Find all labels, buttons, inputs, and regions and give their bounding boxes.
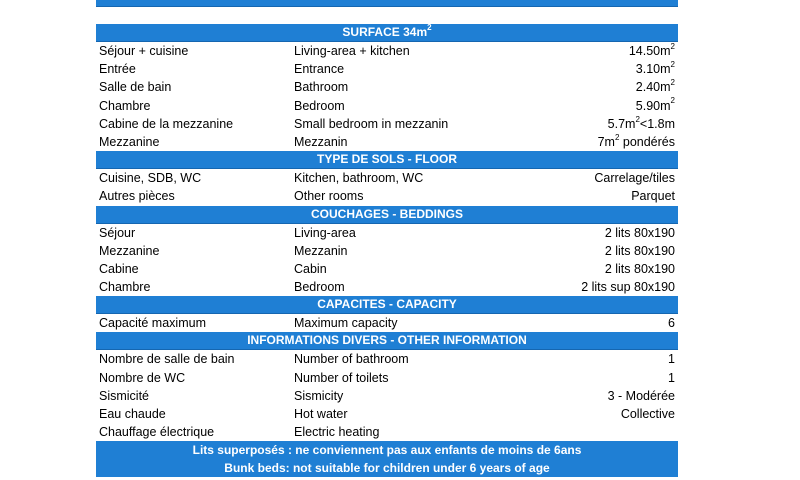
table-row: [96, 242, 678, 260]
value: 2 lits 80x190: [604, 243, 675, 258]
label-fr: Séjour: [99, 225, 136, 240]
label-en: Other rooms: [294, 189, 364, 204]
label-fr: Nombre de salle de bain: [99, 352, 235, 367]
label-en: Small bedroom in mezzanin: [294, 116, 449, 131]
label-fr: Cabine: [99, 261, 139, 276]
table-row: [96, 78, 678, 96]
value: $14.50m^2$: [628, 41, 675, 58]
table-row: [96, 42, 678, 60]
label-en: Sismicity: [294, 388, 344, 403]
warning-line-fr: Lits superposés : ne conviennent pas aux enfants de moins de 6ans: [192, 443, 582, 458]
label-fr: Mezzanine: [99, 134, 160, 149]
value: 2 lits sup 80x190: [581, 280, 675, 295]
section-header-surface: SURFACE $34m^2$: [96, 24, 678, 42]
apartment-info-sheet: [96, 0, 678, 477]
label-en: Living-area: [294, 225, 356, 240]
table-row: [96, 97, 678, 115]
table-row: [96, 224, 678, 242]
label-en: Bedroom: [294, 280, 345, 295]
label-fr: Mezzanine: [99, 243, 160, 258]
value: $5.7m^2<1.8m$: [607, 114, 675, 131]
value: 3 - Modérée: [607, 388, 675, 403]
table-row: [96, 169, 678, 187]
label-en: Number of bathroom: [294, 352, 409, 367]
value: $7m^2$ pondérés: [597, 132, 675, 149]
value: Parquet: [631, 189, 675, 204]
label-fr: Salle de bain: [99, 80, 172, 95]
table-row: [96, 187, 678, 205]
table-row: [96, 369, 678, 387]
label-en: Cabin: [294, 261, 327, 276]
label-fr: Entrée: [99, 62, 136, 77]
label-en: Kitchen, bathroom, WC: [294, 171, 424, 186]
section-header-capacity: CAPACITES - CAPACITY: [96, 296, 678, 314]
label-fr: Séjour + cuisine: [99, 44, 189, 58]
value: 2 lits 80x190: [604, 225, 675, 240]
table-row: [96, 260, 678, 278]
label-fr: Autres pièces: [99, 189, 175, 204]
value: 6: [668, 316, 675, 331]
table-row: [96, 314, 678, 332]
label-fr: Nombre de WC: [99, 370, 186, 385]
label-fr: Chauffage électrique: [99, 425, 215, 440]
label-en: Mezzanin: [294, 134, 348, 149]
table-row: [96, 115, 678, 133]
section-header-beddings: COUCHAGES - BEDDINGS: [96, 206, 678, 224]
label-en: Maximum capacity: [294, 316, 398, 331]
label-fr: Chambre: [99, 98, 151, 113]
table-row: [96, 350, 678, 368]
value: $2.40m^2$: [635, 78, 675, 95]
label-fr: Eau chaude: [99, 407, 166, 421]
value: $3.10m^2$: [635, 60, 675, 77]
label-fr: Sismicité: [99, 388, 150, 403]
value: 1: [668, 352, 675, 367]
table-row: [96, 423, 678, 441]
label-en: Living-area + kitchen: [294, 44, 410, 58]
table-row: [96, 278, 678, 296]
section-header-floor: TYPE DE SOLS - FLOOR: [96, 151, 678, 169]
table-row: [96, 133, 678, 151]
value: Carrelage/tiles: [594, 171, 675, 186]
label-en: Mezzanin: [294, 243, 348, 258]
table-row: [96, 387, 678, 405]
top-header-bar: [96, 0, 678, 7]
bunk-bed-warning: [96, 441, 678, 477]
label-en: Bedroom: [294, 98, 345, 113]
value: 2 lits 80x190: [604, 261, 675, 276]
table-row: [96, 405, 678, 423]
warning-line-en: Bunk beds: not suitable for children under 6 years of age: [224, 461, 550, 476]
label-en: Hot water: [294, 407, 348, 421]
table-row: [96, 60, 678, 78]
label-fr: Capacité maximum: [99, 316, 206, 331]
label-en: Entrance: [294, 62, 345, 77]
section-header-other-information: INFORMATIONS DIVERS - OTHER INFORMATION: [96, 332, 678, 350]
label-en: Bathroom: [294, 80, 349, 95]
label-fr: Chambre: [99, 280, 151, 295]
label-fr: Cabine de la mezzanine: [99, 116, 234, 131]
value: $5.90m^2$: [635, 96, 675, 113]
value: Collective: [620, 407, 675, 421]
label-fr: Cuisine, SDB, WC: [99, 171, 202, 186]
label-en: Number of toilets: [294, 370, 389, 385]
label-en: Electric heating: [294, 425, 380, 440]
value: 1: [668, 370, 675, 385]
